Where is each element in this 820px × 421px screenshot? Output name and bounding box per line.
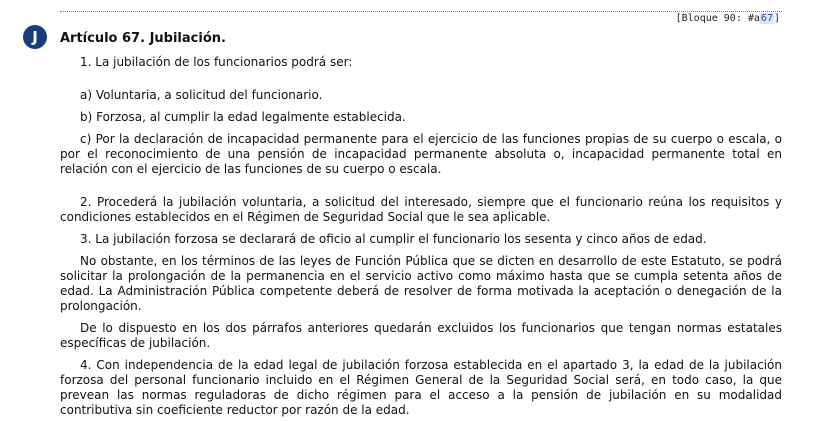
paragraph-1: 1. La jubilación de los funcionarios podrá ser: [80,55,353,69]
paragraph-2: 2. Procederá la jubilación voluntaria, a solicitud del interesado, siempre que el funcionario reúna los requisitos y condiciones establecidos en el Régimen de Seguridad Social que le sea aplicable. [60,195,782,224]
block-ref-prefix: [Bloque 90: #a [675,13,760,24]
block-ref-suffix: ] [773,13,780,24]
block-reference [676,13,780,24]
paragraph-3: 3. La jubilación forzosa se declarará de oficio al cumplir el funcionario los sesenta y cinco años de edad. [80,232,707,246]
paragraph-1a: a) Voluntaria, a solicitud del funcionario. [80,88,323,102]
paragraph-1b: b) Forzosa, al cumplir la edad legalmente establecida. [80,110,406,124]
paragraph-3-exclusion: De lo dispuesto en los dos párrafos anteriores quedarán excluidos los funcionarios que tengan normas estatales específicas de jubilación. [60,321,782,350]
paragraph-1c: c) Por la declaración de incapacidad permanente para el ejercicio de las funciones propias de su cuerpo o escala, o por el reconocimiento de una pensión de incapacidad permanente absoluta o, incapacidad permanente total en relación con el ejercicio de las funciones de su cuerpo o escala. [60,132,782,176]
paragraph-3-extension: No obstante, en los términos de las leyes de Función Pública que se dicten en desarrollo de este Estatuto, se podrá solicitar la prolongación de la permanencia en el servicio activo como máximo hasta que se cumpla setenta años de edad. La Administración Pública competente deberá de resolver de forma motivada la aceptación o denegación de la prolongación. [60,254,782,313]
article-body [60,55,782,418]
jubilacion-badge-icon: J [23,25,47,49]
article-title: Artículo 67. Jubilación. [60,31,226,46]
top-divider [60,11,782,12]
paragraph-4: 4. Con independencia de la edad legal de jubilación forzosa establecida en el apartado 3, la edad de la jubilación forzosa del personal funcionario incluido en el Régimen General de la Seguridad Social será, en todo caso, la que prevean las normas reguladoras de dicho régimen para el acceso a la pensión de jubilación en su modalidad contributiva sin coeficiente reductor por razón de la edad. [60,358,782,417]
block-anchor-link[interactable]: 67 [760,13,773,24]
